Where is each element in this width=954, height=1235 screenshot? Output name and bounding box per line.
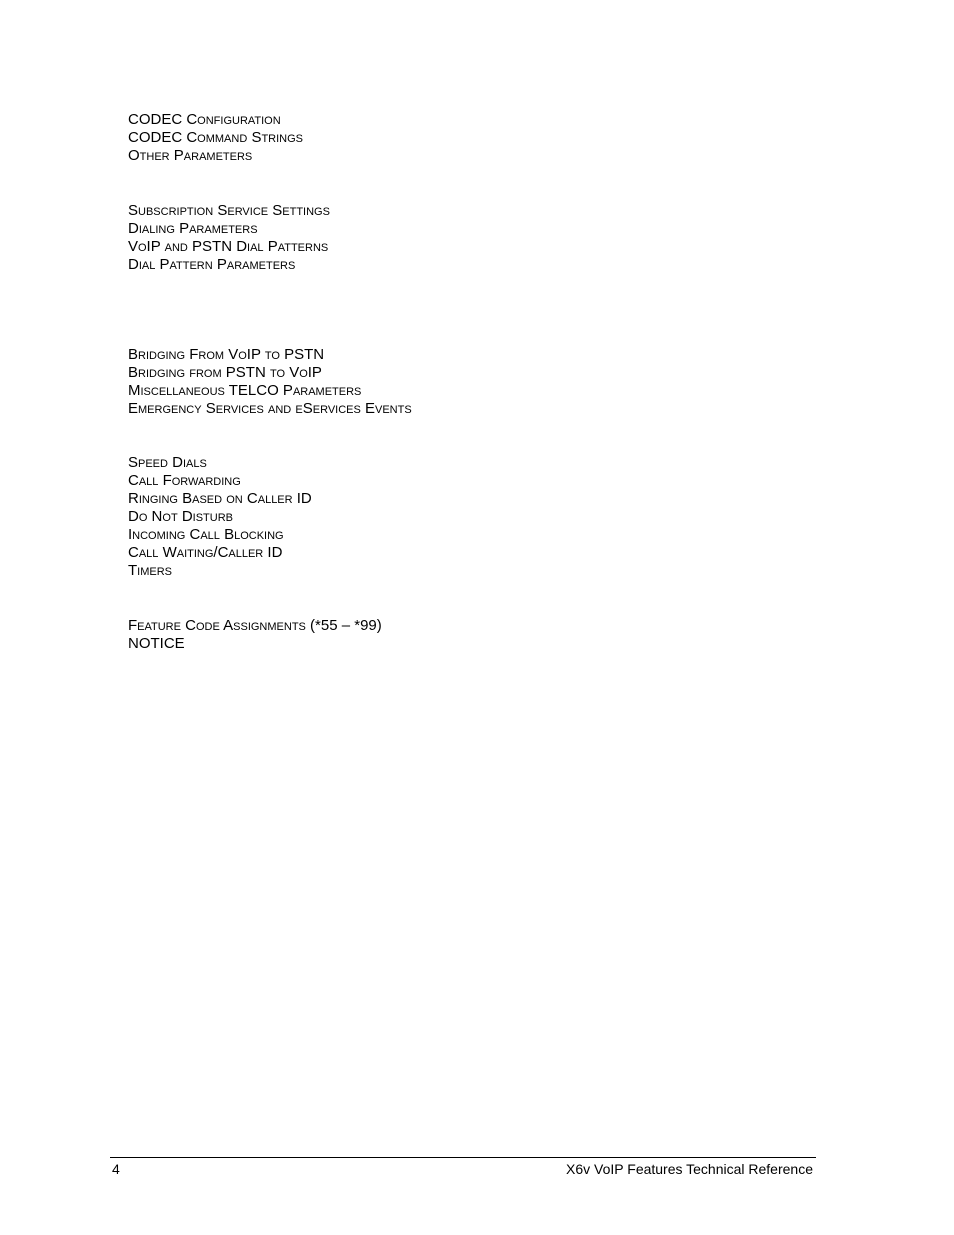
toc-entry[interactable]: Subscription Service Settings bbox=[128, 202, 330, 219]
toc-group-calling-features bbox=[128, 454, 312, 580]
toc-entry[interactable]: CODEC Command Strings bbox=[128, 129, 304, 146]
toc-entry[interactable]: NOTICE bbox=[128, 635, 185, 652]
toc-group-dialing bbox=[128, 202, 330, 274]
footer-divider bbox=[110, 1157, 816, 1158]
toc-entry[interactable]: Dialing Parameters bbox=[128, 220, 258, 237]
toc-group-feature-codes bbox=[128, 617, 382, 653]
toc-group-codec bbox=[128, 111, 303, 165]
toc-group-bridging bbox=[128, 346, 412, 418]
toc-entry[interactable]: Other Parameters bbox=[128, 147, 253, 164]
toc-entry[interactable]: CODEC Configuration bbox=[128, 111, 281, 128]
toc-entry[interactable]: Bridging from PSTN to VoIP bbox=[128, 364, 322, 381]
toc-entry[interactable]: Ringing Based on Caller ID bbox=[128, 490, 312, 507]
toc-entry[interactable]: Do Not Disturb bbox=[128, 508, 234, 525]
toc-entry[interactable]: Speed Dials bbox=[128, 454, 207, 471]
toc-entry[interactable]: Dial Pattern Parameters bbox=[128, 256, 296, 273]
toc-entry[interactable]: Miscellaneous TELCO Parameters bbox=[128, 382, 362, 399]
toc-entry[interactable]: Bridging From VoIP to PSTN bbox=[128, 346, 325, 363]
toc-entry[interactable]: Incoming Call Blocking bbox=[128, 526, 284, 543]
page-number: 4 bbox=[112, 1161, 120, 1177]
toc-entry[interactable]: Call Forwarding bbox=[128, 472, 241, 489]
document-title: X6v VoIP Features Technical Reference bbox=[566, 1161, 813, 1177]
toc-entry[interactable]: Timers bbox=[128, 562, 172, 579]
toc-entry[interactable]: Feature Code Assignments (*55 – *99) bbox=[128, 617, 382, 634]
toc-entry[interactable]: Call Waiting/Caller ID bbox=[128, 544, 283, 561]
toc-entry[interactable]: Emergency Services and eServices Events bbox=[128, 400, 412, 417]
toc-entry[interactable]: VoIP and PSTN Dial Patterns bbox=[128, 238, 329, 255]
